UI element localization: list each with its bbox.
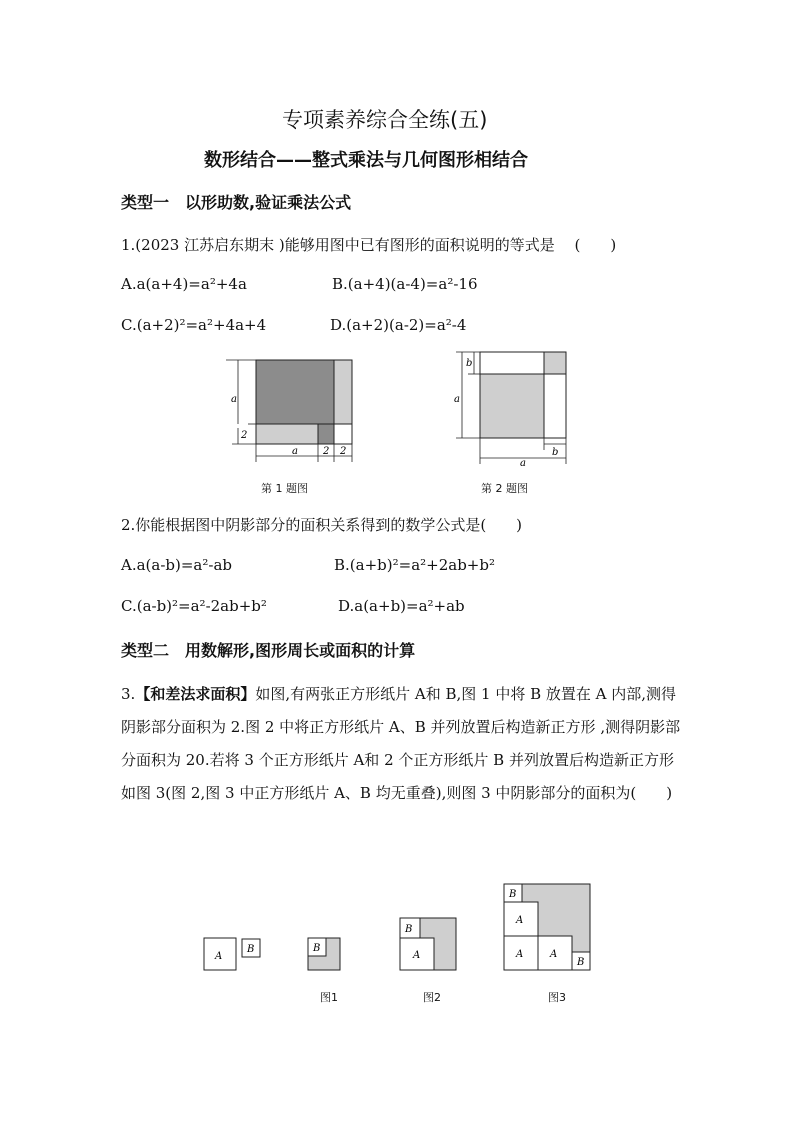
q2-option-b: B.(a+b)²=a²+2ab+b² — [334, 556, 495, 574]
fig2-label-b: B — [405, 924, 413, 935]
q1-figure-caption: 第 1 题图 — [261, 482, 308, 495]
q1-dark-square — [256, 360, 334, 424]
q2-option-c: C.(a-b)²=a²-2ab+b² — [121, 597, 267, 615]
q1-option-a: A.a(a+4)=a²+4a — [121, 275, 247, 293]
q3-label-b: B — [247, 944, 255, 955]
q3-number: 3. — [121, 685, 136, 703]
q3-tag: 【和差法求面积】 — [135, 685, 256, 703]
fig3-label-b-top: B — [509, 889, 517, 900]
q1-label-2-left: 2 — [241, 430, 248, 441]
q2-option-d: D.a(a+b)=a²+ab — [338, 597, 465, 615]
q2-label-b-left: b — [466, 358, 473, 369]
q1-option-d: D.(a+2)(a-2)=a²-4 — [330, 316, 467, 334]
question-2-stem: 2.你能根据图中阴影部分的面积关系得到的数学公式是( ) — [121, 516, 523, 534]
question-1-stem: 1.(2023 江苏启东期末 )能够用图中已有图形的面积说明的等式是 ( ) — [121, 236, 617, 254]
q1-small-dark-square — [318, 424, 334, 444]
q2-label-a-left: a — [454, 394, 460, 405]
fig3-label-a-mid: A — [516, 915, 524, 926]
q2-small-shaded-square — [544, 352, 566, 374]
fig3-label-a-bm: A — [550, 949, 558, 960]
page-subtitle: 数形结合——整式乘法与几何图形相结合 — [204, 150, 528, 171]
q1-label-2-bottom-1: 2 — [323, 446, 330, 457]
fig2-caption: 图2 — [423, 991, 441, 1004]
q2-figure-caption: 第 2 题图 — [481, 482, 528, 495]
fig3-label-b-br: B — [577, 957, 585, 968]
section-heading-1: 类型一 以形助数,验证乘法公式 — [121, 193, 352, 212]
q1-label-a-bottom: a — [292, 446, 298, 457]
q2-option-a: A.a(a-b)=a²-ab — [121, 556, 232, 574]
fig3-caption: 图3 — [548, 991, 566, 1004]
question-2-figure — [448, 346, 574, 466]
q3-label-a: A — [215, 951, 223, 962]
fig3-label-a-bl: A — [516, 949, 524, 960]
q1-option-c: C.(a+2)²=a²+4a+4 — [121, 316, 267, 334]
question-3-figures — [200, 880, 600, 976]
q3-body: 如图,有两张正方形纸片 A和 B,图 1 中将 B 放置在 A 内部,测得阴影部分面积为 2.图 2 中将正方形纸片 A、B 并列放置后构造新正方形 ,测得阴影部分面积为 20.若将 3 个正方形纸片 A和 2 个正方形纸片 B 并列放置后构造新正方形如图 3(图 2,图 3 中正方形纸片 A、B 均无重叠),则图 3 中阴影部分的面积为( ) — [121, 685, 681, 802]
fig1-label-b: B — [313, 943, 321, 954]
fig1-caption: 图1 — [320, 991, 338, 1004]
q2-label-a-bottom: a — [520, 458, 526, 466]
page-title: 专项素养综合全练(五) — [282, 108, 488, 132]
q1-label-2-bottom-2: 2 — [340, 446, 347, 457]
q1-option-b: B.(a+4)(a-4)=a²-16 — [332, 275, 478, 293]
fig2-label-a: A — [413, 950, 421, 961]
question-1-figure — [224, 352, 364, 464]
section-heading-2: 类型二 用数解形,图形周长或面积的计算 — [121, 641, 416, 660]
q1-label-a-left: a — [231, 394, 237, 405]
q2-label-b-bottom: b — [552, 447, 559, 458]
q2-shaded-square — [480, 374, 544, 438]
q1-corner-white — [334, 424, 352, 444]
question-3-text — [121, 678, 681, 810]
